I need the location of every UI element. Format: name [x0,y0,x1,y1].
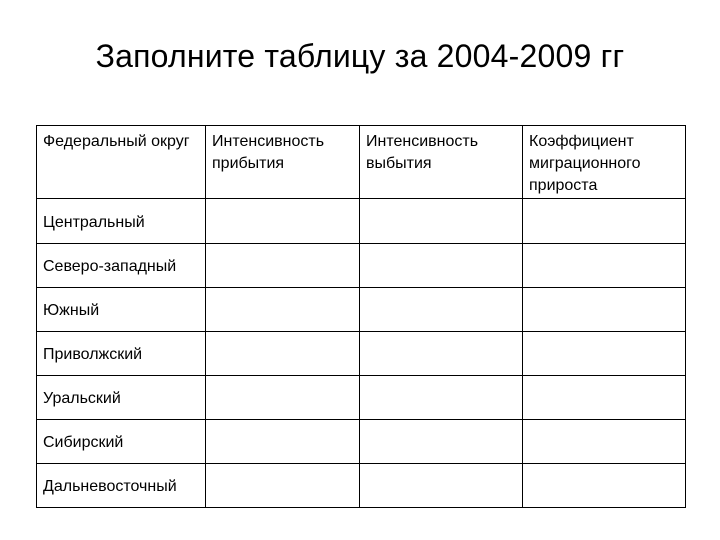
table-row [37,376,686,420]
region-name-cell: Уральский [37,376,206,420]
growth-cell[interactable] [523,199,686,244]
table-row [37,464,686,508]
arrival-cell[interactable] [206,420,360,464]
growth-cell[interactable] [523,420,686,464]
departure-cell[interactable] [360,332,523,376]
region-name-cell: Приволжский [37,332,206,376]
table-row [37,288,686,332]
growth-cell[interactable] [523,376,686,420]
departure-cell[interactable] [360,288,523,332]
arrival-cell[interactable] [206,288,360,332]
arrival-cell[interactable] [206,376,360,420]
table-row [37,420,686,464]
migration-table [36,125,686,508]
header-arrival-intensity: Интенсивность прибытия [206,126,360,199]
header-migration-growth: Коэффициент миграционного прироста [523,126,686,199]
table-container [36,125,686,508]
slide-title: Заполните таблицу за 2004-2009 гг [95,38,625,74]
growth-cell[interactable] [523,244,686,288]
region-name-cell: Сибирский [37,420,206,464]
table-row [37,332,686,376]
arrival-cell[interactable] [206,199,360,244]
region-name-cell: Северо-западный [37,244,206,288]
table-row [37,199,686,244]
departure-cell[interactable] [360,464,523,508]
region-name-cell: Дальневосточный [37,464,206,508]
arrival-cell[interactable] [206,244,360,288]
growth-cell[interactable] [523,464,686,508]
region-name-cell: Центральный [37,199,206,244]
growth-cell[interactable] [523,288,686,332]
departure-cell[interactable] [360,244,523,288]
growth-cell[interactable] [523,332,686,376]
departure-cell[interactable] [360,376,523,420]
arrival-cell[interactable] [206,464,360,508]
header-departure-intensity: Интенсивность выбытия [360,126,523,199]
departure-cell[interactable] [360,199,523,244]
region-name-cell: Южный [37,288,206,332]
arrival-cell[interactable] [206,332,360,376]
table-header-row [37,126,686,199]
table-row [37,244,686,288]
header-federal-district: Федеральный округ [37,126,206,199]
departure-cell[interactable] [360,420,523,464]
